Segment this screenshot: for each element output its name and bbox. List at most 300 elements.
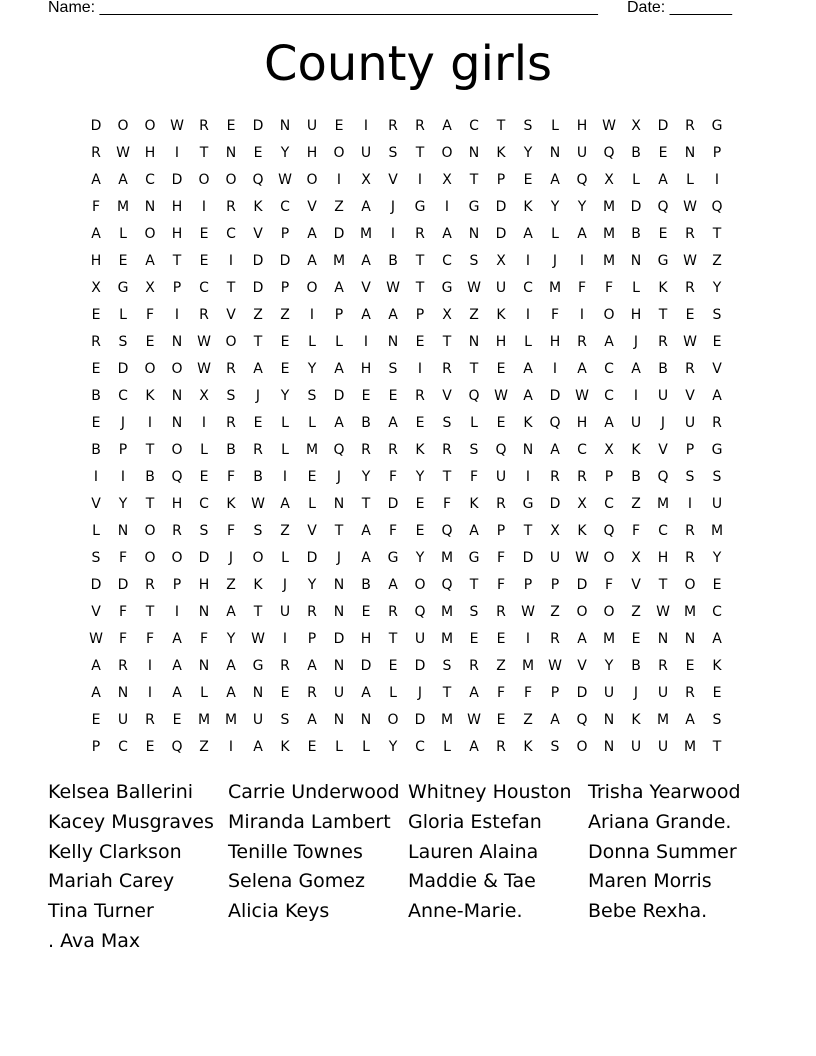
grid-letter: D [576, 577, 588, 593]
word-list-item: Selena Gomez [228, 870, 365, 893]
grid-letter: S [712, 712, 722, 728]
grid-letter: B [145, 469, 155, 485]
grid-letter: I [417, 172, 423, 188]
grid-letter: P [712, 145, 722, 161]
grid-letter: B [226, 442, 236, 458]
grid-letter: J [552, 253, 558, 269]
grid-letter: J [660, 415, 666, 431]
grid-letter: T [253, 334, 263, 350]
grid-letter: S [280, 712, 290, 728]
grid-letter: S [469, 604, 479, 620]
grid-letter: C [199, 280, 209, 296]
grid-letter: M [440, 712, 454, 728]
grid-letter: X [442, 307, 452, 323]
grid-letter: U [711, 496, 723, 512]
grid-letter: F [604, 280, 614, 296]
grid-letter: Q [576, 172, 588, 188]
grid-letter: A [469, 739, 479, 755]
grid-letter: E [361, 388, 371, 404]
grid-letter: Y [604, 658, 614, 674]
grid-letter: U [657, 388, 669, 404]
grid-letter: Q [657, 469, 669, 485]
grid-letter: P [91, 739, 101, 755]
grid-letter: C [118, 739, 128, 755]
grid-letter: K [658, 280, 668, 296]
grid-letter: F [442, 496, 452, 512]
grid-letter: I [228, 739, 234, 755]
grid-letter: S [253, 523, 263, 539]
grid-letter: K [523, 415, 533, 431]
grid-letter: A [334, 280, 344, 296]
grid-letter: L [389, 685, 397, 701]
grid-letter: A [145, 253, 155, 269]
grid-letter: W [521, 604, 535, 620]
grid-letter: S [685, 469, 695, 485]
grid-letter: T [469, 172, 479, 188]
grid-letter: R [442, 361, 452, 377]
grid-letter: N [333, 496, 345, 512]
grid-letter: V [91, 496, 101, 512]
grid-letter: I [201, 199, 207, 215]
grid-letter: L [281, 415, 289, 431]
grid-letter: U [630, 739, 642, 755]
grid-letter: S [712, 307, 722, 323]
grid-letter: L [632, 280, 640, 296]
grid-letter: C [226, 226, 236, 242]
grid-letter: V [361, 280, 371, 296]
grid-letter: E [415, 415, 425, 431]
grid-letter: R [307, 604, 317, 620]
grid-letter: E [496, 415, 506, 431]
grid-letter: L [335, 739, 343, 755]
grid-letter: J [336, 550, 342, 566]
grid-letter: D [90, 577, 102, 593]
grid-letter: I [579, 253, 585, 269]
grid-letter: T [415, 145, 425, 161]
grid-letter: W [656, 604, 670, 620]
grid-letter: Y [712, 550, 722, 566]
grid-letter: J [390, 199, 396, 215]
grid-letter: O [117, 118, 129, 134]
grid-letter: P [415, 307, 425, 323]
grid-letter: R [415, 388, 425, 404]
grid-letter: L [200, 685, 208, 701]
grid-letter: R [415, 226, 425, 242]
grid-letter: R [388, 442, 398, 458]
grid-letter: W [467, 280, 481, 296]
grid-letter: R [226, 361, 236, 377]
grid-letter: X [361, 172, 371, 188]
grid-letter: O [144, 226, 156, 242]
grid-letter: D [549, 388, 561, 404]
header-line [48, 0, 748, 19]
grid-letter: A [550, 712, 560, 728]
grid-letter: I [120, 469, 126, 485]
grid-letter: O [144, 523, 156, 539]
grid-letter: R [91, 334, 101, 350]
word-list-item: Maren Morris [588, 870, 712, 893]
grid-letter: N [603, 712, 615, 728]
grid-letter: O [225, 172, 237, 188]
grid-letter: U [495, 280, 507, 296]
grid-letter: E [712, 334, 722, 350]
grid-letter: N [468, 334, 480, 350]
word-list-item: Carrie Underwood [228, 781, 400, 803]
grid-letter: W [278, 172, 292, 188]
grid-letter: I [147, 658, 153, 674]
grid-letter: C [712, 604, 722, 620]
grid-letter: A [334, 415, 344, 431]
grid-letter: Y [415, 550, 425, 566]
word-list-item: Tina Turner [48, 900, 154, 923]
grid-letter: R [199, 118, 209, 134]
grid-letter: I [309, 307, 315, 323]
grid-letter: A [334, 361, 344, 377]
grid-letter: P [496, 523, 506, 539]
grid-letter: R [685, 226, 695, 242]
grid-letter: E [91, 307, 101, 323]
grid-letter: P [496, 172, 506, 188]
grid-letter: D [171, 172, 183, 188]
grid-letter: R [442, 442, 452, 458]
grid-letter: T [199, 145, 209, 161]
grid-letter: I [93, 469, 99, 485]
grid-letter: X [550, 523, 560, 539]
grid-letter: I [579, 307, 585, 323]
grid-letter: B [631, 469, 641, 485]
grid-letter: J [255, 388, 261, 404]
grid-letter: Q [603, 145, 615, 161]
grid-letter: S [442, 415, 452, 431]
grid-letter: M [548, 280, 562, 296]
grid-letter: T [658, 307, 668, 323]
grid-letter: N [360, 712, 372, 728]
grid-letter: E [199, 469, 209, 485]
grid-letter: U [360, 145, 372, 161]
grid-letter: F [199, 631, 209, 647]
grid-letter: A [577, 631, 587, 647]
grid-letter: O [306, 172, 318, 188]
grid-letter: Q [171, 739, 183, 755]
grid-letter: R [685, 118, 695, 134]
grid-letter: D [576, 685, 588, 701]
grid-letter: H [576, 118, 588, 134]
grid-letter: C [604, 496, 614, 512]
grid-letter: K [469, 496, 479, 512]
grid-letter: T [469, 577, 479, 593]
grid-letter: A [388, 307, 398, 323]
grid-letter: E [523, 172, 533, 188]
grid-letter: K [253, 199, 263, 215]
grid-letter: H [171, 496, 183, 512]
grid-letter: D [495, 199, 507, 215]
grid-letter: F [91, 199, 101, 215]
grid-letter: K [631, 712, 641, 728]
grid-letter: U [414, 631, 426, 647]
grid-letter: K [631, 442, 641, 458]
grid-letter: S [307, 388, 317, 404]
grid-letter: V [307, 523, 317, 539]
grid-letter: M [602, 199, 616, 215]
grid-letter: G [252, 658, 264, 674]
grid-letter: F [118, 604, 128, 620]
grid-letter: C [442, 253, 452, 269]
grid-letter: S [550, 739, 560, 755]
grid-letter: I [147, 415, 153, 431]
grid-letter: W [602, 118, 616, 134]
grid-letter: L [551, 226, 559, 242]
grid-letter: I [363, 334, 369, 350]
grid-letter: U [684, 415, 696, 431]
grid-letter: B [631, 226, 641, 242]
grid-letter: N [333, 712, 345, 728]
grid-letter: U [495, 469, 507, 485]
grid-letter: W [548, 658, 562, 674]
grid-letter: B [253, 469, 263, 485]
grid-letter: R [685, 685, 695, 701]
grid-letter: A [685, 712, 695, 728]
grid-letter: W [197, 361, 211, 377]
grid-letter: O [576, 604, 588, 620]
word-list-item: Kelly Clarkson [48, 840, 182, 863]
grid-letter: J [120, 415, 126, 431]
grid-letter: U [657, 739, 669, 755]
grid-letter: E [172, 712, 182, 728]
grid-letter: I [552, 361, 558, 377]
grid-letter: E [253, 415, 263, 431]
grid-letter: O [144, 361, 156, 377]
grid-letter: T [442, 469, 452, 485]
grid-letter: C [280, 199, 290, 215]
grid-letter: N [468, 226, 480, 242]
grid-letter: A [91, 226, 101, 242]
grid-letter: S [199, 523, 209, 539]
word-list-item: Ariana Grande. [588, 810, 732, 833]
grid-letter: N [198, 658, 210, 674]
grid-letter: V [685, 388, 695, 404]
grid-letter: I [525, 307, 531, 323]
grid-letter: H [495, 334, 507, 350]
grid-letter: N [684, 631, 696, 647]
grid-letter: S [388, 361, 398, 377]
grid-letter: R [226, 199, 236, 215]
grid-letter: D [198, 550, 210, 566]
grid-letter: A [577, 361, 587, 377]
grid-letter: A [307, 712, 317, 728]
grid-letter: U [549, 550, 561, 566]
grid-letter: T [658, 577, 668, 593]
grid-letter: L [119, 307, 127, 323]
grid-letter: F [118, 631, 128, 647]
grid-letter: E [145, 739, 155, 755]
grid-letter: V [442, 388, 452, 404]
grid-letter: P [334, 307, 344, 323]
grid-letter: E [415, 334, 425, 350]
grid-letter: M [656, 496, 670, 512]
grid-letter: L [443, 739, 451, 755]
grid-letter: J [228, 550, 234, 566]
grid-letter: E [199, 226, 209, 242]
grid-letter: Q [333, 442, 345, 458]
grid-letter: K [523, 739, 533, 755]
grid-letter: M [224, 712, 238, 728]
grid-letter: H [90, 253, 102, 269]
grid-letter: W [494, 388, 508, 404]
grid-letter: I [633, 388, 639, 404]
grid-letter: K [280, 739, 290, 755]
grid-letter: J [633, 334, 639, 350]
grid-letter: C [145, 172, 155, 188]
grid-letter: I [390, 226, 396, 242]
grid-letter: L [362, 739, 370, 755]
grid-letter: H [630, 307, 642, 323]
grid-letter: A [226, 604, 236, 620]
grid-letter: A [253, 739, 263, 755]
grid-letter: F [226, 523, 236, 539]
grid-letter: B [91, 388, 101, 404]
grid-letter: M [305, 442, 319, 458]
grid-letter: E [415, 523, 425, 539]
grid-letter: W [89, 631, 103, 647]
name-field-label: Name: ________________________________________________________ [48, 0, 598, 16]
grid-letter: E [280, 685, 290, 701]
grid-letter: L [281, 442, 289, 458]
grid-letter: B [658, 361, 668, 377]
grid-letter: T [496, 118, 506, 134]
grid-letter: P [550, 685, 560, 701]
grid-letter: A [307, 658, 317, 674]
grid-letter: R [361, 442, 371, 458]
grid-letter: I [228, 253, 234, 269]
grid-letter: E [631, 631, 641, 647]
grid-letter: W [467, 712, 481, 728]
grid-letter: N [468, 145, 480, 161]
grid-letter: K [145, 388, 155, 404]
grid-letter: O [576, 739, 588, 755]
grid-letter: M [332, 253, 346, 269]
grid-letter: G [468, 199, 480, 215]
word-list-item: . Ava Max [48, 929, 141, 952]
grid-letter: V [658, 442, 668, 458]
grid-letter: P [523, 577, 533, 593]
grid-letter: P [685, 442, 695, 458]
grid-letter: T [415, 280, 425, 296]
grid-letter: M [683, 604, 697, 620]
grid-letter: D [495, 226, 507, 242]
grid-letter: S [388, 145, 398, 161]
grid-letter: A [469, 523, 479, 539]
grid-letter: C [523, 280, 533, 296]
grid-letter: N [603, 739, 615, 755]
grid-letter: M [602, 253, 616, 269]
grid-letter: T [442, 685, 452, 701]
grid-letter: C [604, 388, 614, 404]
grid-letter: D [117, 361, 129, 377]
grid-letter: E [307, 469, 317, 485]
grid-letter: Y [361, 469, 371, 485]
grid-letter: D [549, 496, 561, 512]
grid-letter: I [363, 118, 369, 134]
grid-letter: F [577, 280, 587, 296]
grid-letter: F [496, 577, 506, 593]
grid-letter: I [174, 145, 180, 161]
grid-letter: Y [415, 469, 425, 485]
grid-letter: R [388, 604, 398, 620]
grid-letter: N [117, 685, 129, 701]
grid-letter: X [604, 172, 614, 188]
grid-letter: Z [523, 712, 533, 728]
grid-letter: E [712, 577, 722, 593]
grid-letter: A [172, 685, 182, 701]
grid-letter: I [444, 199, 450, 215]
grid-letter: R [685, 550, 695, 566]
grid-letter: P [280, 226, 290, 242]
grid-letter: M [359, 226, 373, 242]
grid-letter: U [576, 145, 588, 161]
grid-letter: Y [118, 496, 128, 512]
grid-letter: L [308, 334, 316, 350]
grid-letter: A [361, 523, 371, 539]
grid-letter: T [388, 631, 398, 647]
grid-letter: E [469, 631, 479, 647]
grid-letter: X [577, 496, 587, 512]
grid-letter: F [118, 550, 128, 566]
grid-letter: Q [549, 415, 561, 431]
grid-letter: I [687, 496, 693, 512]
word-list-item: Kacey Musgraves [48, 810, 214, 833]
grid-letter: I [282, 631, 288, 647]
grid-letter: V [91, 604, 101, 620]
grid-letter: I [201, 415, 207, 431]
grid-letter: W [386, 280, 400, 296]
grid-letter: E [658, 226, 668, 242]
grid-letter: V [577, 658, 587, 674]
grid-letter: X [631, 550, 641, 566]
grid-letter: F [226, 469, 236, 485]
grid-letter: I [282, 469, 288, 485]
grid-letter: Y [712, 280, 722, 296]
grid-letter: S [523, 118, 533, 134]
grid-letter: T [145, 442, 155, 458]
grid-letter: B [631, 658, 641, 674]
grid-letter: D [90, 118, 102, 134]
grid-letter: L [308, 415, 316, 431]
grid-letter: F [604, 577, 614, 593]
grid-letter: D [252, 280, 264, 296]
grid-letter: G [711, 442, 723, 458]
grid-letter: W [575, 550, 589, 566]
grid-letter: W [683, 253, 697, 269]
grid-letter: O [333, 145, 345, 161]
grid-letter: W [251, 496, 265, 512]
grid-letter: S [712, 469, 722, 485]
grid-letter: E [253, 145, 263, 161]
grid-letter: A [91, 172, 101, 188]
grid-letter: G [522, 496, 534, 512]
grid-letter: L [551, 118, 559, 134]
grid-letter: A [172, 658, 182, 674]
grid-letter: A [361, 685, 371, 701]
grid-letter: E [415, 496, 425, 512]
grid-letter: J [633, 685, 639, 701]
grid-letter: E [496, 712, 506, 728]
grid-letter: S [91, 550, 101, 566]
grid-letter: N [252, 685, 264, 701]
grid-letter: R [712, 415, 722, 431]
grid-letter: I [147, 685, 153, 701]
grid-letter: Z [550, 604, 560, 620]
grid-letter: H [576, 415, 588, 431]
